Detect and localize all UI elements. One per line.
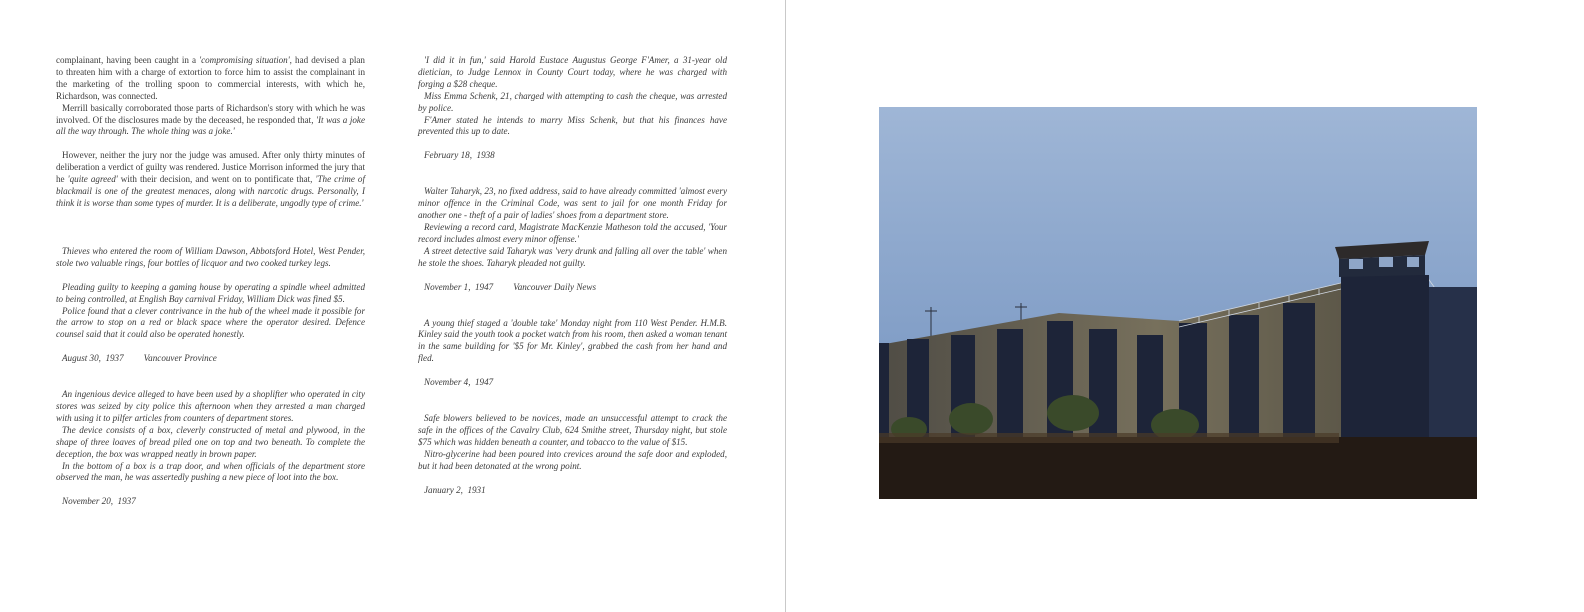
dateline: August 30, 1937 Vancouver Province [62, 353, 217, 364]
story-paragraph: An ingenious device alleged to have been used by a shoplifter who operated in city stores was seized by city police this afternoon when they arrested a man charged with using it to pilfer articles from counters of department stores. [56, 389, 365, 423]
text-column-2 [418, 55, 727, 496]
source-name: Vancouver Province [143, 353, 217, 364]
story-paragraph: In the bottom of a box is a trap door, and when officials of the department store observed the man, he was assertedly pushing a new piece of loot into the box. [56, 460, 365, 483]
text-column-1 [56, 55, 365, 508]
story-paragraph: F'Amer stated he intends to marry Miss Schenk, but that his finances have prevented this up to date. [418, 114, 727, 137]
dateline: January 2, 1931 [424, 484, 486, 495]
story-paragraph: Merrill basically corroborated those parts of Richardson's story with which he was involved. Of the disclosures made by the deceased, he responded that, 'It was a joke all the way through. The whole thing was a joke.' [56, 102, 365, 137]
story-paragraph: 'I did it in fun,' said Harold Eustace Augustus George F'Amer, a 31-year old dietician, to Judge Lennox in County Court today, where he was charged with forging a $28 cheque. [418, 55, 727, 89]
story-paragraph: Safe blowers believed to be novices, made an unsuccessful attempt to crack the safe in the offices of the Cavalry Club, 624 Smithe street, Thursday night, but stole $75 which was hidden beneath a counter, and tobacco to the value of $15. [418, 413, 727, 447]
story-paragraph: The device consists of a box, cleverly constructed of metal and plywood, in the shape of three loaves of bread piled one on top and two beneath. To complete the deception, the box was wrapped neatly in brown paper. [56, 424, 365, 459]
dateline: November 20, 1937 [62, 496, 136, 507]
story-paragraph: Pleading guilty to keeping a gaming house by operating a spindle wheel admitted to being controlled, at English Bay carnival Friday, William Dick was fined $5. [56, 281, 365, 304]
story-paragraph: Thieves who entered the room of William Dawson, Abbotsford Hotel, West Pender, stole two valuable rings, four bottles of licquor and two cooked turkey legs. [56, 245, 365, 268]
page-gutter [785, 0, 786, 612]
story-paragraph: Walter Taharyk, 23, no fixed address, said to have already committed 'almost every minor offence in the Criminal Code, was sent to jail for one month Friday for another one - theft of a pair of ladies' shoes from a department store. [418, 186, 727, 221]
story-paragraph: However, neither the jury nor the judge was amused. After only thirty minutes of deliberation a verdict of guilty was rendered. Justice Morrison informed the jury that he 'quite agreed' with their decision, and went on to pontificate that, 'The crime of blackmail is one of the greatest menaces, along with narcotic drugs. Personally, I think it is worse than some types of murder. It is a deliberate, ungodly type of crime.' [56, 150, 366, 208]
story-paragraph: A street detective said Taharyk was 'very drunk and falling all over the table' when he stole the shoes. Taharyk pleaded not guilty. [418, 245, 727, 268]
prison-wall-photo [879, 107, 1477, 499]
dateline: November 4, 1947 [424, 377, 494, 388]
source-name: Vancouver Daily News [513, 281, 597, 292]
dateline: November 1, 1947 Vancouver Daily News [424, 281, 597, 292]
ground [879, 437, 1477, 499]
dateline: February 18, 1938 [424, 150, 495, 161]
story-paragraph: Miss Emma Schenk, 21, charged with attempting to cash the cheque, was arrested by police. [418, 90, 727, 113]
story-paragraph: Nitro-glycerine had been poured into crevices around the safe door and exploded, but it had been detonated at the wrong point. [418, 448, 727, 471]
story-paragraph: A young thief staged a 'double take' Monday night from 110 West Pender. H.M.B. Kinley said the youth took a pocket watch from his room, then asked a woman tenant in the same building for '$5 for Mr. Kinley', grabbed the cash from her hand and fled. [418, 317, 727, 364]
story-paragraph: Police found that a clever contrivance in the hub of the wheel made it possible for the arrow to stop on a red or black space where the operator desired. Defence counsel said that it could also be operated honestly. [56, 305, 365, 340]
story-paragraph: complainant, having been caught in a 'compromising situation', had devised a plan to threaten him with a charge of extortion to force him to assist the complainant in the marketing of the trolling spoon to commercial interests, with which he, Richardson, was connected. [56, 55, 365, 101]
prison-wall-illustration [879, 107, 1477, 499]
story-paragraph: Reviewing a record card, Magistrate MacKenzie Matheson told the accused, 'Your record includes almost every minor offense.' [418, 221, 727, 244]
